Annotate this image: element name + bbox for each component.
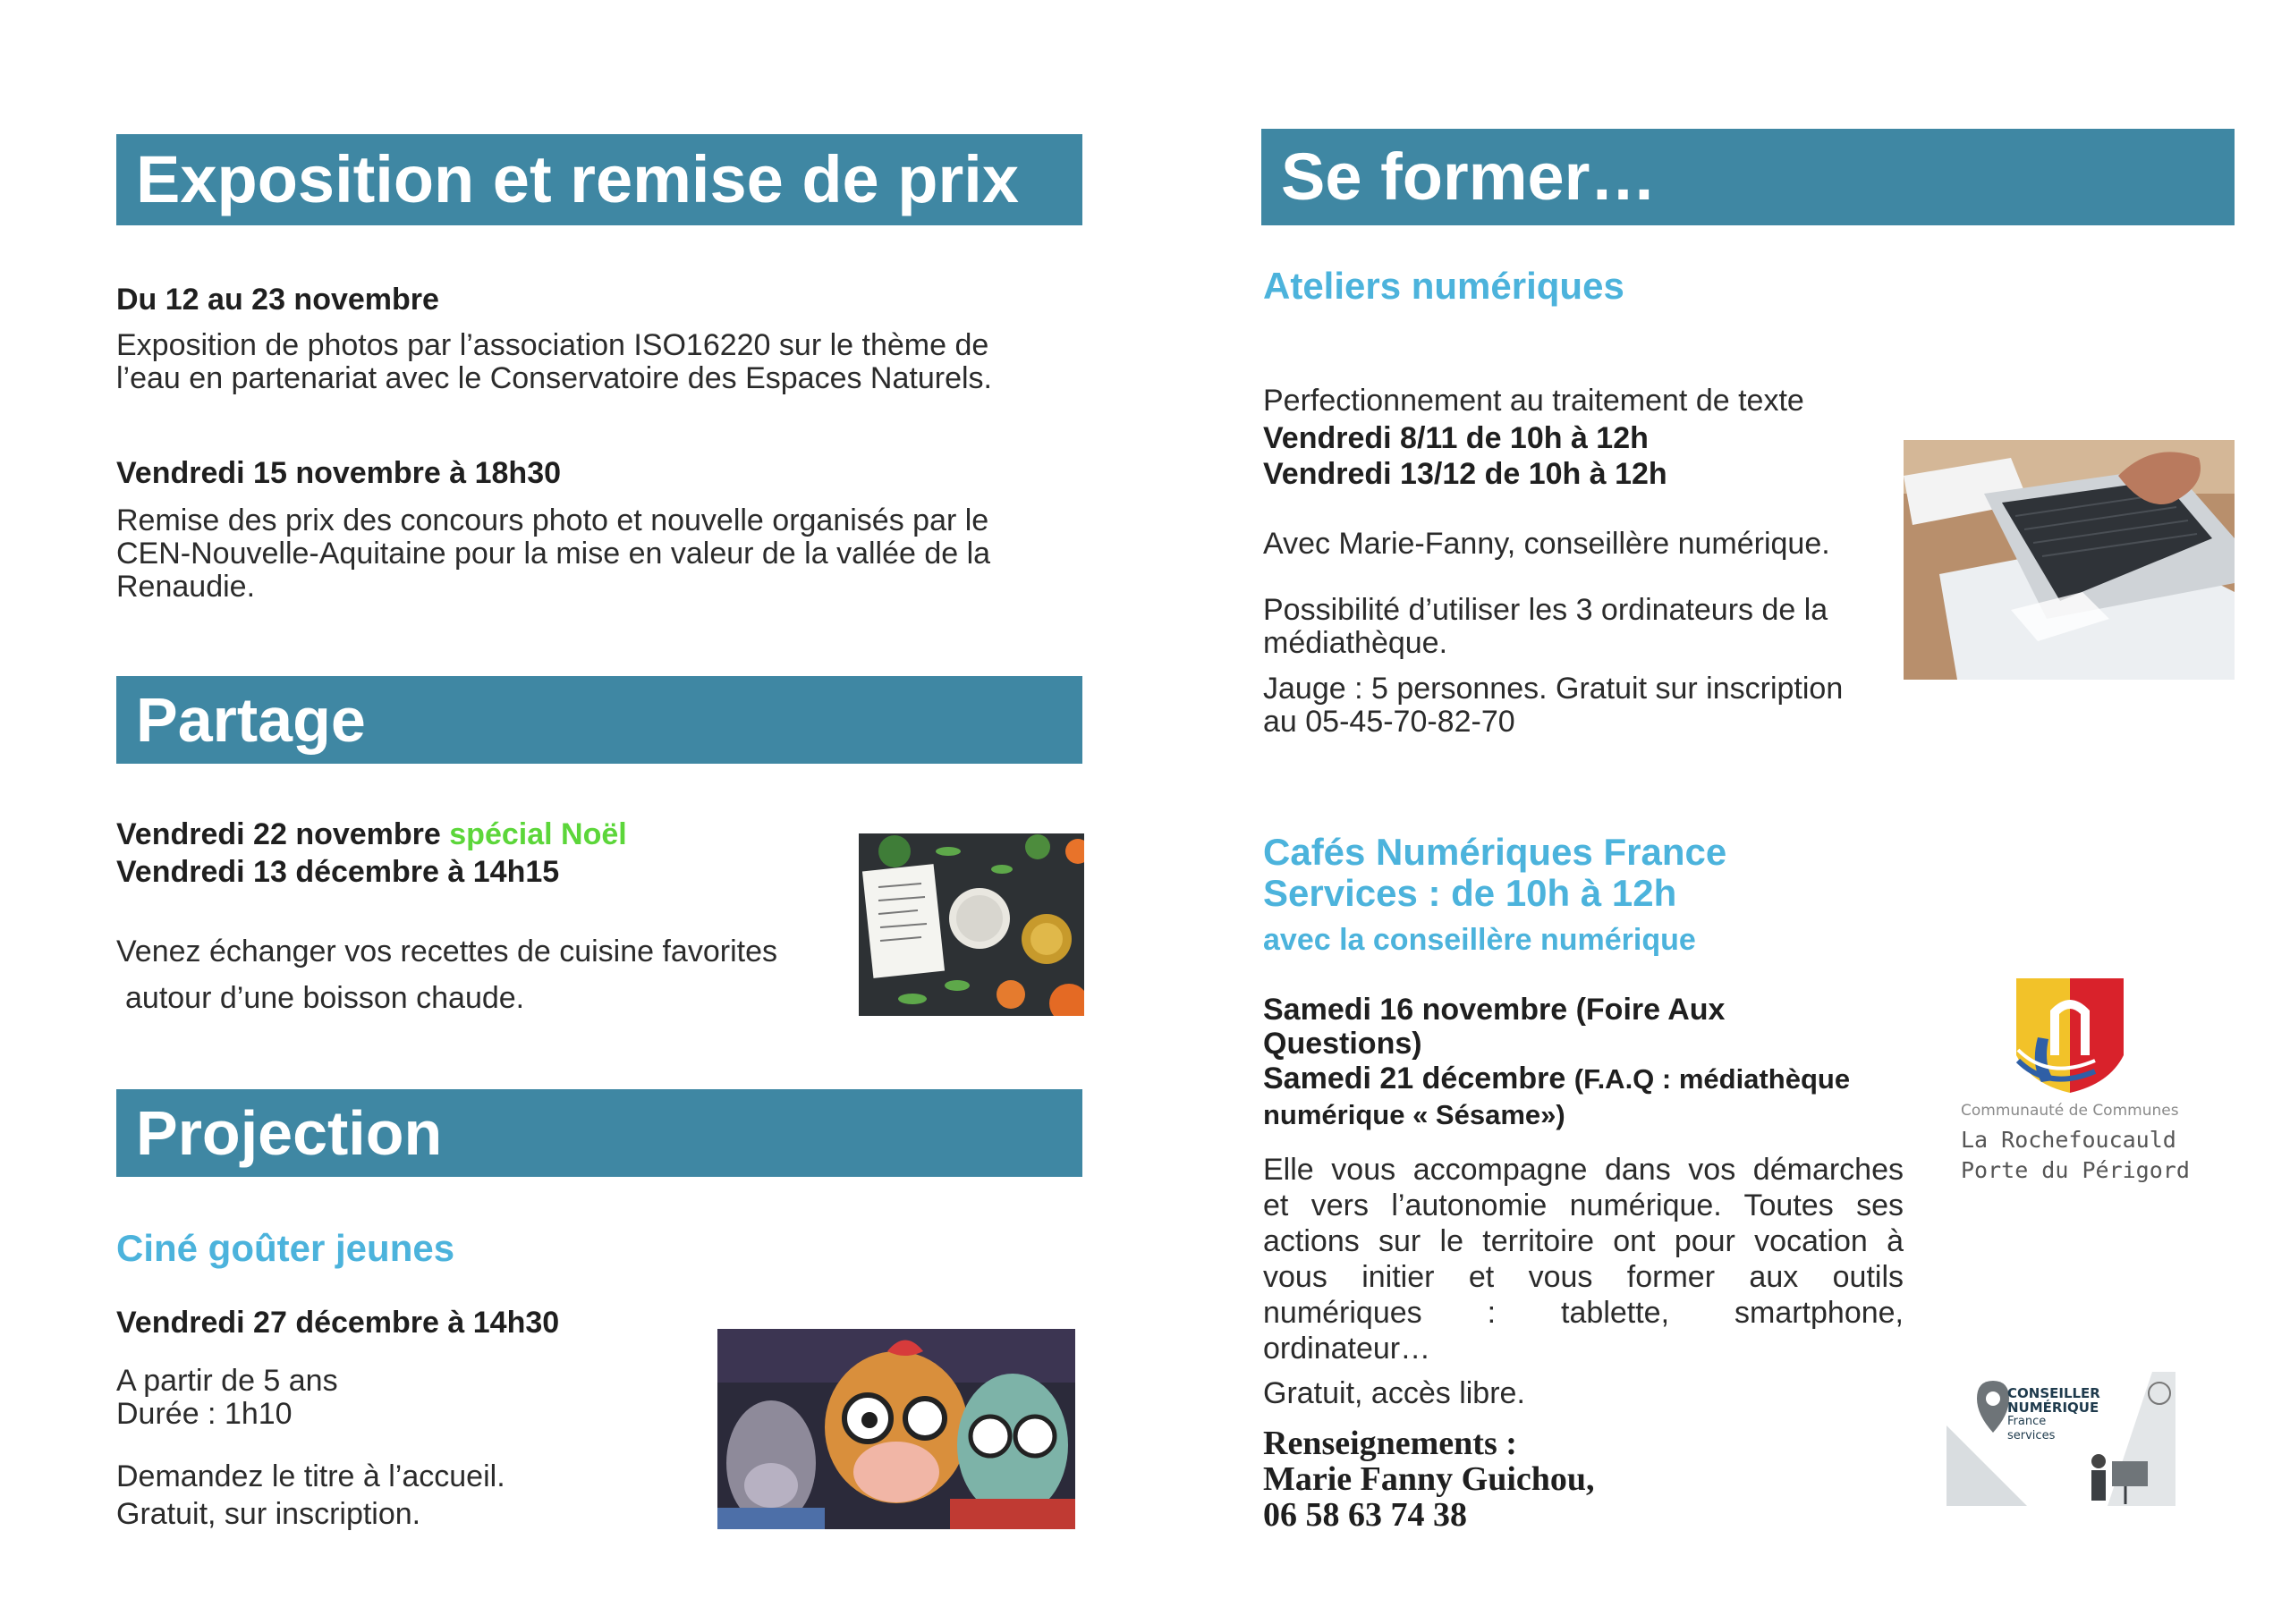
partage-heading: Partage [116,676,1082,764]
cdc-logo-line-1: Communauté de Communes [1961,1102,2179,1120]
ateliers-with: Avec Marie-Fanny, conseillère numérique. [1263,527,1830,561]
projection-text: Demandez le titre à l’accueil. Gratuit, sur inscription. [116,1459,505,1531]
special-noel-label: spécial Noël [449,817,627,851]
ateliers-dates: Vendredi 8/11 de 10h à 12h Vendredi 13/12 de 10h à 12h [1263,421,1667,491]
cdc-logo-line-3: Porte du Périgord [1961,1157,2190,1183]
ateliers-course: Perfectionnement au traitement de texte [1263,384,1804,418]
cafes-title: Cafés Numériques France Services : de 10h à 12h [1263,831,1727,914]
partage-date-1: Vendredi 22 novembre spécial Noël [116,817,627,851]
cafes-free: Gratuit, accès libre. [1263,1376,1525,1410]
conseiller-logo-text: CONSEILLER NUMÉRIQUE France services [2007,1385,2100,1442]
partage-text: Venez échanger vos recettes de cuisine favorites autour d’une boisson chaude. [116,935,777,1015]
cafes-description: Elle vous accompagne dans vos démarches et vers l’autonomie numérique. Toutes ses actions sur le territoire ont pour vocation à vous initier et vous former aux outils numériques : tablette, smartphone, ordinateur… [1263,1153,1904,1366]
partage-date-2: Vendredi 13 décembre à 14h15 [116,855,560,889]
cdc-logo-line-2: La Rochefoucauld [1961,1127,2176,1153]
projection-date: Vendredi 27 décembre à 14h30 [116,1306,560,1340]
laptop-photo [1904,440,2235,680]
movie-poster-image [717,1329,1075,1529]
ateliers-possibility: Possibilité d’utiliser les 3 ordinateurs de la médiathèque. [1263,593,1828,660]
cdc-shield-icon [2013,975,2127,1096]
expo-date-2: Vendredi 15 novembre à 18h30 [116,456,562,490]
cafes-date-2: Samedi 21 décembre (F.A.Q : médiathèque numérique « Sésame») [1263,1062,1851,1130]
conseiller-numerique-logo [1946,1372,2176,1506]
recipe-photo-illustration [859,833,1084,1016]
former-heading: Se former… [1261,129,2235,225]
projection-subheading: Ciné goûter jeunes [116,1227,455,1269]
expo-text-2: Remise des prix des concours photo et nouvelle organisés par le CEN-Nouvelle-Aquitaine pour la mise en valeur de la vallée de la Renaudie. [116,503,991,604]
cafes-subtitle: avec la conseillère numérique [1263,923,1696,957]
movie-poster-illustration [717,1329,1075,1529]
expo-date-1: Du 12 au 23 novembre [116,283,439,317]
projection-info: A partir de 5 ans Durée : 1h10 [116,1364,338,1431]
recipe-photo [859,833,1084,1016]
projection-heading: Projection [116,1089,1082,1177]
contact-info: Renseignements : Marie Fanny Guichou, 06 58 63 74 38 [1263,1425,1595,1534]
laptop-photo-illustration [1904,440,2235,680]
ateliers-title: Ateliers numériques [1263,265,1624,307]
expo-heading: Exposition et remise de prix [116,134,1082,225]
cafes-date-1: Samedi 16 novembre (Foire Aux Questions) [1263,993,1726,1061]
ateliers-jauge: Jauge : 5 personnes. Gratuit sur inscription au 05-45-70-82-70 [1263,672,1844,739]
cdc-logo [1957,975,2199,1189]
expo-text-1: Exposition de photos par l’association ISO16220 sur le thème de l’eau en partenariat avec le Conservatoire des Espaces Naturels. [116,328,992,395]
